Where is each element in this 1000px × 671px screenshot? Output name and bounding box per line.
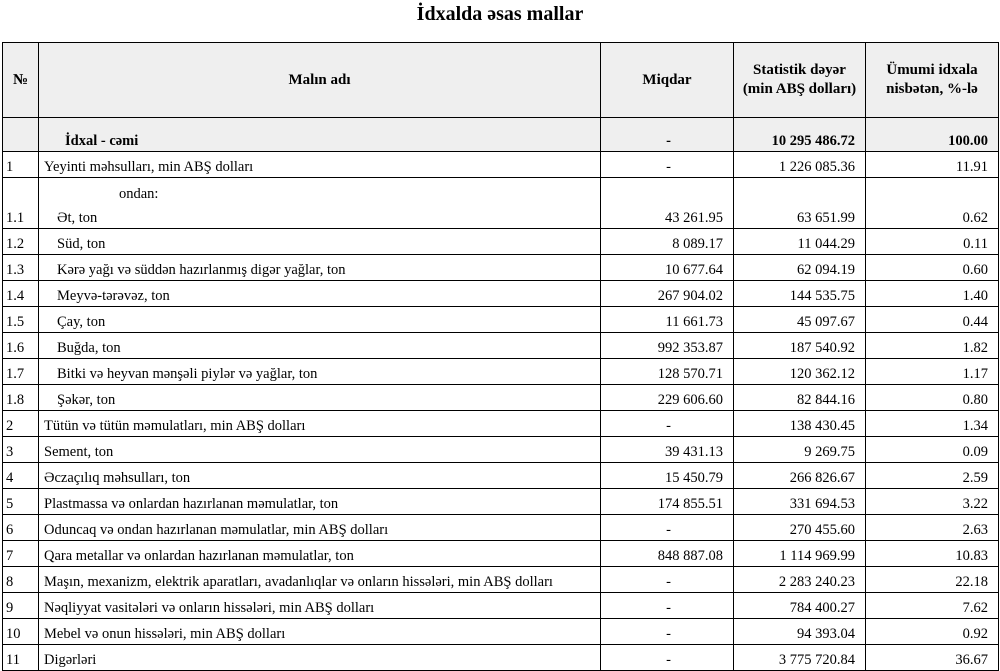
row-share: 7.62 [866,593,999,619]
row-value: 266 826.67 [734,463,866,489]
row-value: 1 114 969.99 [734,541,866,567]
row-num: 5 [3,489,39,515]
table-row [3,359,999,385]
row-value: 187 540.92 [734,333,866,359]
row-qty: 267 904.02 [601,281,734,307]
row-name: Tütün və tütün məmulatları, min ABŞ dolları [39,411,601,437]
row-num: 1.3 [3,255,39,281]
row-qty: 43 261.95 [601,178,734,229]
row-num: 1.2 [3,229,39,255]
row-value: 784 400.27 [734,593,866,619]
row-name: Buğda, ton [39,333,601,359]
row-value: 120 362.12 [734,359,866,385]
table-row [3,152,999,178]
header-share: Ümumi idxala nisbətən, %-lə [866,43,999,118]
row-name: Kərə yağı və süddən hazırlanmış digər yağlar, ton [39,255,601,281]
table-row [3,437,999,463]
row-qty: 229 606.60 [601,385,734,411]
table-row [3,567,999,593]
row-share: 22.18 [866,567,999,593]
table-row [3,593,999,619]
row-qty: - [601,411,734,437]
row-num: 1.1 [3,178,39,229]
row-share: 1.34 [866,411,999,437]
row-num: 8 [3,567,39,593]
row-qty: 848 887.08 [601,541,734,567]
row-name: Qara metallar və onlardan hazırlanan məmulatlar, ton [39,541,601,567]
row-share: 0.44 [866,307,999,333]
row-qty: 174 855.51 [601,489,734,515]
row-num: 6 [3,515,39,541]
row-value: 63 651.99 [734,178,866,229]
row-qty: 128 570.71 [601,359,734,385]
row-num: 4 [3,463,39,489]
table-row [3,229,999,255]
total-num [3,118,39,152]
imports-table [2,42,999,671]
table-row [3,541,999,567]
total-qty: - [601,118,734,152]
row-num: 2 [3,411,39,437]
row-name: Şəkər, ton [39,385,601,411]
row-num: 11 [3,645,39,671]
row-qty: 11 661.73 [601,307,734,333]
row-name: Çay, ton [39,307,601,333]
table-row [3,281,999,307]
row-name: Əczaçılıq məhsulları, ton [39,463,601,489]
row-value: 94 393.04 [734,619,866,645]
row-share: 0.62 [866,178,999,229]
row-share: 0.11 [866,229,999,255]
row-share: 0.80 [866,385,999,411]
header-value: Statistik dəyər (min ABŞ dolları) [734,43,866,118]
row-share: 0.60 [866,255,999,281]
total-row [3,118,999,152]
row-num: 3 [3,437,39,463]
row-name: Digərləri [39,645,601,671]
row-value: 82 844.16 [734,385,866,411]
row-share: 10.83 [866,541,999,567]
row-num: 1.6 [3,333,39,359]
row-qty: 992 353.87 [601,333,734,359]
row-share: 1.40 [866,281,999,307]
row-num: 9 [3,593,39,619]
row-name: Plastmassa və onlardan hazırlanan məmulatlar, ton [39,489,601,515]
row-num: 1 [3,152,39,178]
row-qty: 39 431.13 [601,437,734,463]
row-qty: - [601,619,734,645]
row-qty: - [601,152,734,178]
table-row [3,489,999,515]
row-qty: - [601,567,734,593]
row-share: 0.09 [866,437,999,463]
table-row [3,619,999,645]
header-qty: Miqdar [601,43,734,118]
table-row [3,178,999,229]
row-qty: 15 450.79 [601,463,734,489]
row-num: 1.5 [3,307,39,333]
row-qty: - [601,515,734,541]
row-name [39,178,601,229]
row-value: 11 044.29 [734,229,866,255]
total-share: 100.00 [866,118,999,152]
row-value: 144 535.75 [734,281,866,307]
row-qty: - [601,645,734,671]
header-name: Malın adı [39,43,601,118]
row-num: 1.8 [3,385,39,411]
total-value: 10 295 486.72 [734,118,866,152]
row-name: Meyvə-tərəvəz, ton [39,281,601,307]
row-num: 10 [3,619,39,645]
row-share: 11.91 [866,152,999,178]
row-share: 1.82 [866,333,999,359]
row-name: Yeyinti məhsulları, min ABŞ dolları [39,152,601,178]
row-qty: - [601,593,734,619]
row-value: 62 094.19 [734,255,866,281]
table-row [3,411,999,437]
header-num: № [3,43,39,118]
row-share: 0.92 [866,619,999,645]
row-name: Mebel və onun hissələri, min ABŞ dolları [39,619,601,645]
page-title: İdxalda əsas mallar [416,3,584,25]
row-value: 9 269.75 [734,437,866,463]
table-row [3,307,999,333]
row-name-text: Ət, ton [57,210,98,226]
row-value: 138 430.45 [734,411,866,437]
ondan-label: ondan: [119,186,159,202]
row-qty: 10 677.64 [601,255,734,281]
total-name: İdxal - cəmi [39,118,601,152]
row-value: 1 226 085.36 [734,152,866,178]
row-share: 36.67 [866,645,999,671]
row-share: 2.63 [866,515,999,541]
table-row [3,645,999,671]
row-share: 1.17 [866,359,999,385]
table-row [3,333,999,359]
row-num: 1.7 [3,359,39,385]
row-name: Maşın, mexanizm, elektrik aparatları, avadanlıqlar və onların hissələri, min ABŞ dolları [39,567,601,593]
row-name: Sement, ton [39,437,601,463]
row-num: 1.4 [3,281,39,307]
row-value: 3 775 720.84 [734,645,866,671]
row-share: 3.22 [866,489,999,515]
row-value: 331 694.53 [734,489,866,515]
row-name: Oduncaq və ondan hazırlanan məmulatlar, min ABŞ dolları [39,515,601,541]
row-name: Süd, ton [39,229,601,255]
table-row [3,463,999,489]
row-num: 7 [3,541,39,567]
row-value: 45 097.67 [734,307,866,333]
row-value: 270 455.60 [734,515,866,541]
row-name: Bitki və heyvan mənşəli piylər və yağlar, ton [39,359,601,385]
row-share: 2.59 [866,463,999,489]
table-header-row [3,43,999,118]
table-row [3,385,999,411]
row-name: Nəqliyyat vasitələri və onların hissələri, min ABŞ dolları [39,593,601,619]
table-row [3,515,999,541]
row-qty: 8 089.17 [601,229,734,255]
row-value: 2 283 240.23 [734,567,866,593]
table-row [3,255,999,281]
